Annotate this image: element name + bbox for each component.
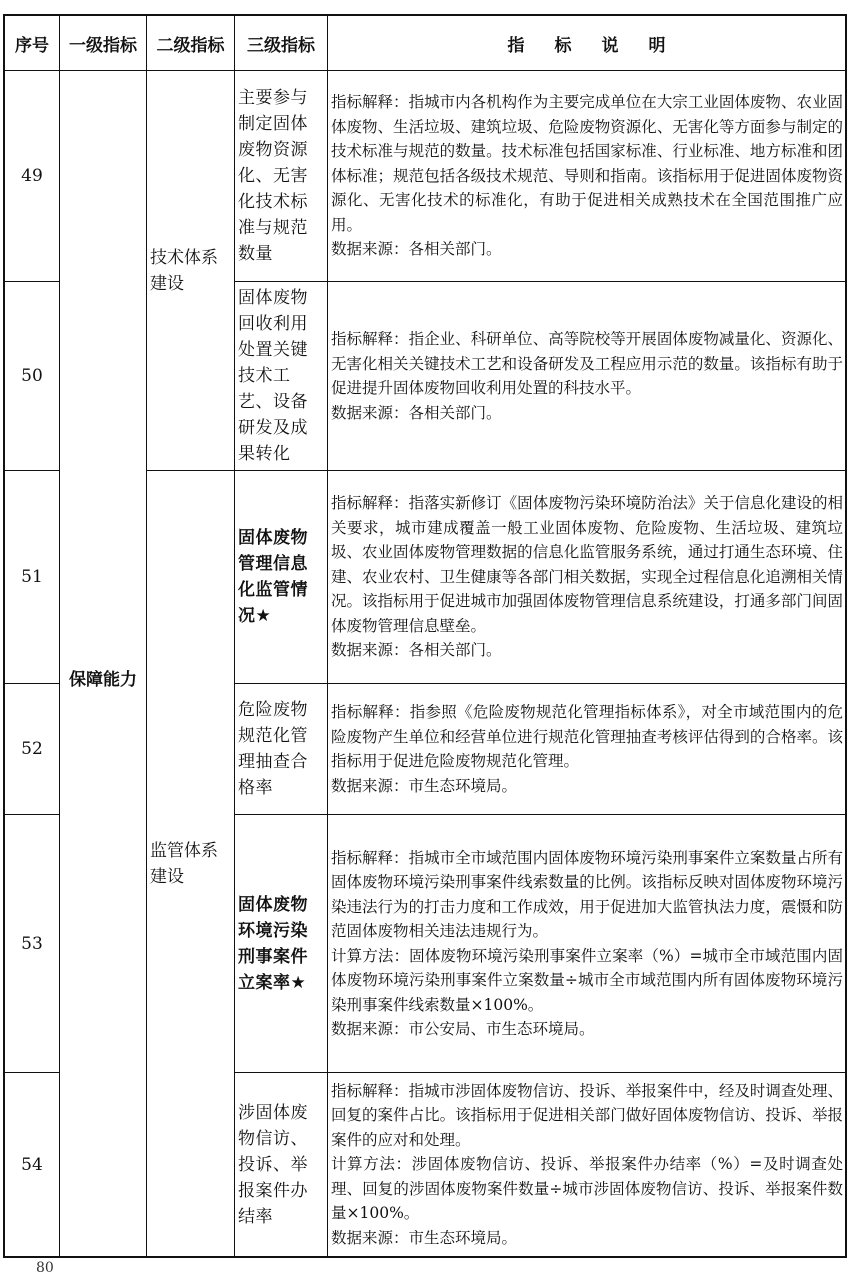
description-line: 数据来源：各相关部门。 [331,641,502,660]
description-line: 指标解释：指城市内各机构作为主要完成单位在大宗工业固体废物、农业固体废物、生活垃圾、建筑垃圾、危险废物资源化、无害化等方面参与制定的技术标准与规范的数量。技术标准包括国家标准、行业标准、地方标准和团体标准；规范包括各级技术规范、导则和指南。该指标用于促进固体废物资源化、无害化技术的标准化，有助于促进相关成熟技术在全国范围推广应用。 [331,93,843,234]
description-line: 指标解释：指城市涉固体废物信访、投诉、举报案件中，经及时调查处理、回复的案件占比。该指标用于促进相关部门做好固体废物信访、投诉、举报案件的应对和处理。 [331,1081,843,1149]
description-line: 计算方法：涉固体废物信访、投诉、举报案件办结率（%）=及时调查处理、回复的涉固体废物案件数量÷城市涉固体废物信访、投诉、举报案件数量×100%。 [331,1155,843,1223]
description-line: 数据来源：各相关部门。 [331,240,502,259]
row-description [328,471,845,684]
description-line: 数据来源：市生态环境局。 [331,1228,518,1247]
description-line: 指标解释：指落实新修订《固体废物污染环境防治法》关于信息化建设的相关要求，城市建成覆盖一般工业固体废物、危险废物、生活垃圾、建筑垃圾、农业固体废物管理数据的信息化监管服务系统，通过打通生态环境、住建、农业农村、卫生健康等各部门相关数据，实现全过程信息化追溯相关情况。该指标用于促进城市加强固体废物管理信息系统建设，打通多部门间固体废物管理信息壁垒。 [331,494,843,635]
row-description [328,71,845,282]
row-index: 50 [5,282,60,471]
row-index: 51 [5,471,60,684]
row-level3: 固体废物环境污染刑事案件立案率★ [235,815,328,1073]
row-description [328,282,845,471]
row-index: 53 [5,815,60,1073]
header-index: 序号 [5,16,60,71]
description-line: 数据来源：市生态环境局。 [331,776,518,795]
level2-cell-tech: 技术体系建设 [147,71,235,471]
header-level3: 三级指标 [235,16,328,71]
row-level3: 危险废物规范化管理抽查合格率 [235,684,328,815]
row-description [328,815,845,1073]
level2-cell-supervision: 监管体系建设 [147,471,235,1256]
row-level3: 固体废物回收利用处置关键技术工艺、设备研发及成果转化 [235,282,328,471]
header-level2: 二级指标 [147,16,235,71]
row-index: 52 [5,684,60,815]
header-level1: 一级指标 [60,16,147,71]
row-level3: 固体废物管理信息化监管情况★ [235,471,328,684]
row-level3: 主要参与制定固体废物资源化、无害化技术标准与规范数量 [235,71,328,282]
row-index: 49 [5,71,60,282]
row-description [328,684,845,815]
row-description [328,1073,845,1256]
indicator-table [3,14,847,1258]
row-index: 54 [5,1073,60,1256]
row-level3: 涉固体废物信访、投诉、举报案件办结率 [235,1073,328,1256]
description-line: 数据来源：各相关部门。 [331,403,502,422]
description-line: 计算方法：固体废物环境污染刑事案件立案率（%）=城市全市域范围内固体废物环境污染刑事案件立案数量÷城市全市域范围内所有固体废物环境污染刑事案件线索数量×100%。 [331,946,843,1014]
description-line: 指标解释：指城市全市域范围内固体废物环境污染刑事案件立案数量占所有固体废物环境污染刑事案件线索数量的比例。该指标反映对固体废物环境污染违法行为的打击力度和工作成效，用于促进加大监管执法力度，震慑和防范固体废物相关违法违规行为。 [331,848,843,940]
description-line: 指标解释：指参照《危险废物规范化管理指标体系》，对全市域范围内的危险废物产生单位和经营单位进行规范化管理抽查考核评估得到的合格率。该指标用于促进危险废物规范化管理。 [331,703,843,770]
header-description: 指标说明 [328,16,845,71]
description-line: 数据来源：市公安局、市生态环境局。 [331,1020,595,1038]
description-line: 指标解释：指企业、科研单位、高等院校等开展固体废物减量化、资源化、无害化相关关键技术工艺和设备研发及工程应用示范的数量。该指标有助于促进提升固体废物回收利用处置的科技水平。 [331,330,843,397]
level1-cell: 保障能力 [60,71,147,1256]
page-number: 80 [36,1260,54,1276]
